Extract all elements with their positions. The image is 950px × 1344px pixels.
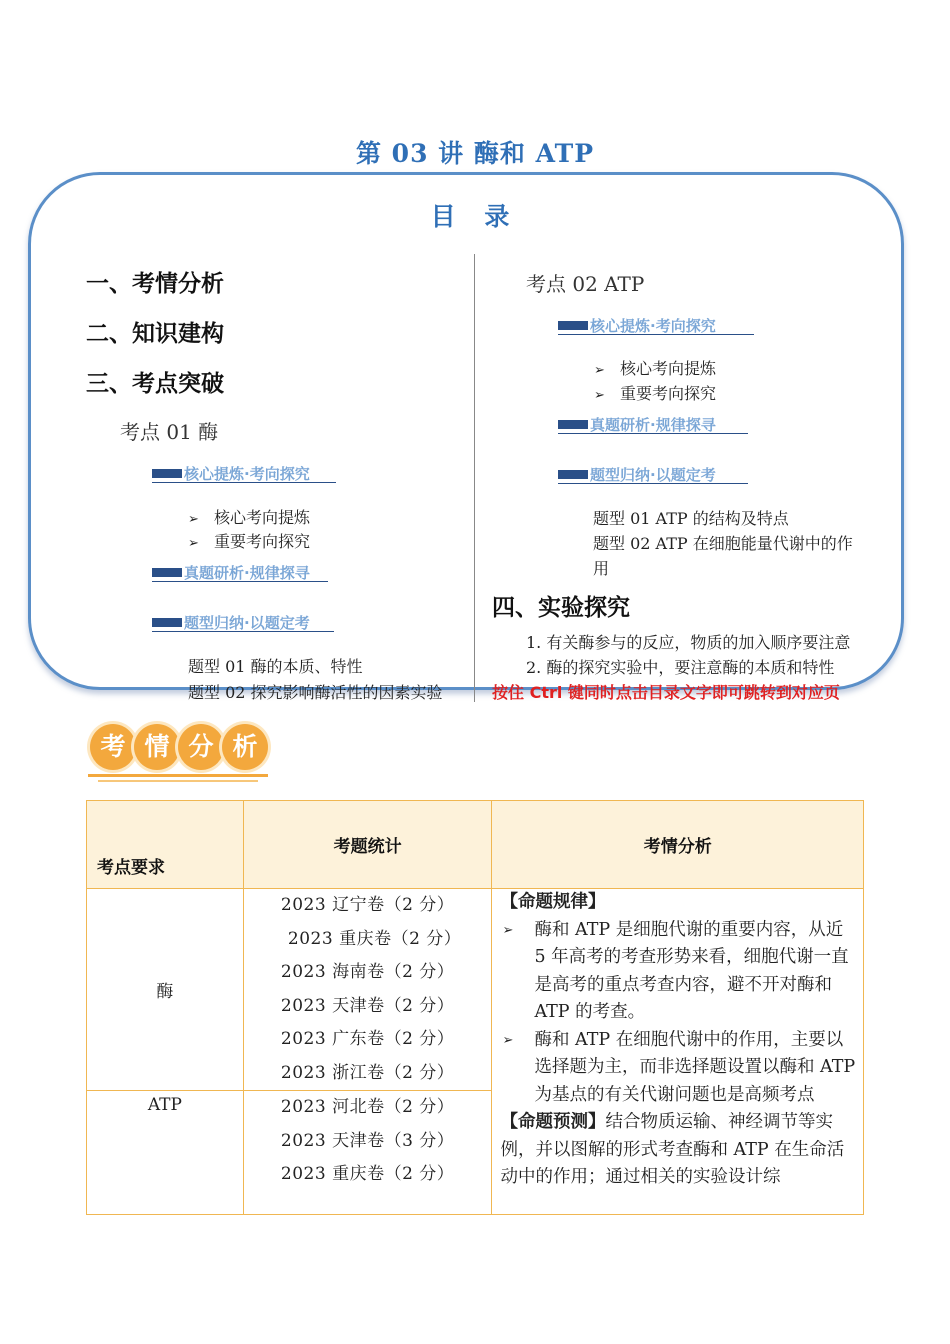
stats-atp <box>243 1091 492 1215</box>
tag-bar-icon <box>558 420 588 429</box>
rule-point-text: 酶和 ATP 是细胞代谢的重要内容，从近 5 年高考的考查形势来看，细胞代谢一直是高考的重点考查内容，避不开对酶和 ATP 的考查。 <box>534 919 849 1022</box>
tag-bar-icon <box>152 568 182 577</box>
tag-label: 题型归纳·以题定考 <box>590 466 716 484</box>
stat-item: 2023 浙江卷（2 分） <box>280 1062 455 1083</box>
tag-bar-icon <box>558 321 588 330</box>
arrow-bullet-icon: ➢ <box>502 922 514 938</box>
toc-experiment-2[interactable]: 2. 酶的探究实验中，要注意酶的本质和特性 <box>526 658 835 677</box>
arrow-bullet-icon: ➢ <box>594 388 605 403</box>
toc-experiment-1[interactable]: 1. 有关酶参与的反应，物质的加入顺序要注意 <box>526 633 851 652</box>
document-title: 第 03 讲 酶和 ATP <box>355 139 595 168</box>
tag-label: 真题研析·规律探寻 <box>184 564 310 582</box>
tag-bar-icon <box>152 469 182 478</box>
toc-divider <box>474 254 475 702</box>
toc-kd02-tag-type[interactable] <box>558 464 748 484</box>
toc-section-4[interactable]: 四、实验探究 <box>492 595 630 621</box>
tag-label: 真题研析·规律探寻 <box>590 416 716 434</box>
tag-label: 题型归纳·以题定考 <box>184 614 310 632</box>
bullet-label: 重要考向探究 <box>214 532 311 551</box>
toc-kd02-bullet-1[interactable] <box>594 356 716 379</box>
toc-kd02-bullet-2[interactable] <box>594 381 716 404</box>
topic-enzyme: 酶 <box>87 889 244 1091</box>
banner-underline <box>88 774 268 777</box>
analysis-table <box>86 800 864 1215</box>
rule-point-1 <box>500 917 857 1027</box>
toc-heading: 目 录 <box>430 202 520 231</box>
stat-item: 2023 广东卷（2 分） <box>280 1029 455 1049</box>
toc-section-3[interactable]: 三、考点突破 <box>86 371 224 397</box>
toc-kd01-type-2[interactable]: 题型 02 探究影响酶活性的因素实验 <box>188 683 443 702</box>
arrow-bullet-icon: ➢ <box>188 536 199 551</box>
toc-kd02-title[interactable]: 考点 02 ATP <box>526 272 645 296</box>
stat-item: 2023 天津卷（3 分） <box>280 1130 455 1151</box>
bullet-label: 核心考向提炼 <box>214 508 311 527</box>
tag-label: 核心提炼·考向探究 <box>184 465 310 483</box>
header-analysis: 考情分析 <box>492 801 864 889</box>
predict-heading: 【命题预测】 <box>500 1112 606 1132</box>
header-statistics: 考题统计 <box>243 801 492 889</box>
arrow-bullet-icon: ➢ <box>502 1032 514 1048</box>
header-requirement: 考点要求 <box>87 801 244 889</box>
arrow-bullet-icon: ➢ <box>188 512 199 527</box>
ctrl-jump-note: 按住 Ctrl 键同时点击目录文字即可跳转到对应页 <box>492 683 840 702</box>
toc-section-1[interactable]: 一、考情分析 <box>86 271 224 297</box>
toc-kd01-tag-type[interactable] <box>152 612 334 632</box>
bullet-label: 重要考向探究 <box>620 384 717 403</box>
tag-bar-icon <box>152 618 182 627</box>
stat-item: 2023 重庆卷（2 分） <box>280 1164 455 1184</box>
arrow-bullet-icon: ➢ <box>594 363 605 378</box>
toc-kd02-type-2[interactable]: 题型 02 ATP 在细胞能量代谢中的作 <box>593 534 853 553</box>
toc-kd01-bullet-2[interactable] <box>188 529 310 552</box>
tag-label: 核心提炼·考向探究 <box>590 317 716 335</box>
topic-atp: ATP <box>87 1091 244 1215</box>
section-banner <box>88 724 278 784</box>
stat-item: 2023 天津卷（2 分） <box>280 995 455 1016</box>
banner-char-2: 情 <box>134 724 180 770</box>
banner-char-1: 考 <box>90 724 136 770</box>
banner-char-3: 分 <box>178 724 224 770</box>
banner-char-4: 析 <box>222 724 268 770</box>
toc-kd01-type-1[interactable]: 题型 01 酶的本质、特性 <box>188 657 363 676</box>
stat-item: 2023 重庆卷（2 分） <box>287 928 462 949</box>
toc-kd01-title[interactable]: 考点 01 酶 <box>120 420 219 444</box>
analysis-text <box>492 889 864 1215</box>
rule-point-2 <box>500 1027 857 1110</box>
rule-point-text: 酶和 ATP 在细胞代谢中的作用，主要以选择题为主，而非选择题设置以酶和 ATP 为基点的有关代谢问题也是高频考点 <box>534 1029 856 1105</box>
rule-heading: 【命题规律】 <box>500 892 606 912</box>
predict-text: 结合物质运输、神经调节等实例，并以图解的形式考查酶和 ATP 在生命活动中的作用；通过相关的实验设计综 <box>500 1112 845 1187</box>
toc-kd01-tag-core[interactable] <box>152 463 336 483</box>
prediction <box>500 1109 857 1192</box>
stat-item: 2023 海南卷（2 分） <box>280 962 455 982</box>
stat-item: 2023 河北卷（2 分） <box>280 1097 455 1117</box>
stat-item: 2023 辽宁卷（2 分） <box>280 895 455 915</box>
toc-kd02-type-1[interactable]: 题型 01 ATP 的结构及特点 <box>593 509 789 528</box>
toc-kd02-type-2-cont[interactable]: 用 <box>593 559 610 578</box>
toc-section-2[interactable]: 二、知识建构 <box>86 321 224 347</box>
tag-bar-icon <box>558 470 588 479</box>
bullet-label: 核心考向提炼 <box>620 359 717 378</box>
stats-enzyme <box>243 889 492 1091</box>
toc-kd01-tag-real[interactable] <box>152 562 328 582</box>
toc-kd02-tag-core[interactable] <box>558 315 754 335</box>
banner-underline-2 <box>98 780 258 782</box>
toc-kd02-tag-real[interactable] <box>558 414 748 434</box>
toc-kd01-bullet-1[interactable] <box>188 505 310 528</box>
